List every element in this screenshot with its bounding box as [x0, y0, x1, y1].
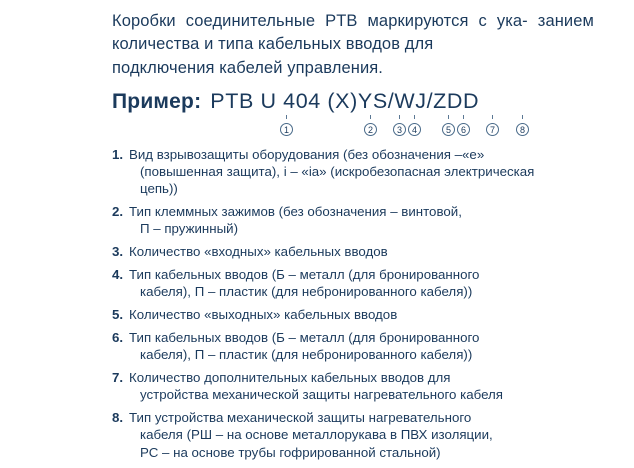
intro-paragraph: [112, 10, 594, 80]
list-item-line-1: Количество «выходных» кабельных вводов: [129, 307, 398, 323]
list-item-line-1: Тип устройства механической защиты нагревательного: [129, 410, 472, 426]
list-item: [112, 146, 594, 197]
list-item-line-2: П – пружинный): [140, 221, 239, 237]
marker-tick: [522, 115, 523, 119]
marker-circle-label: 4: [408, 123, 421, 136]
list-item-number: 4.: [112, 267, 124, 283]
marker-8: [516, 115, 529, 138]
list-item-number: 7.: [112, 370, 124, 386]
list-item-text: [128, 266, 594, 300]
list-item-text: [128, 203, 594, 237]
legend-list: [112, 146, 594, 460]
list-item: [112, 306, 594, 323]
list-item-text: [128, 369, 594, 403]
intro-line-2: занием количества и типа кабельных вводов для: [112, 12, 594, 54]
marker-5: [442, 115, 455, 138]
intro-line-1: Коробки соединительные PTB маркируются с ука-: [112, 12, 528, 30]
example-label: Пример:: [112, 90, 202, 114]
marker-3: [393, 115, 406, 138]
list-item-number: 8.: [112, 410, 124, 426]
list-item: [112, 409, 594, 460]
list-item-line-1: Вид взрывозащиты оборудования (без обозначения –«е»: [129, 147, 485, 163]
marker-circle-label: 1: [280, 123, 293, 136]
marker-circle-label: 5: [442, 123, 455, 136]
list-item-text: [128, 306, 594, 323]
list-item-line-1: Количество дополнительных кабельных вводов для: [129, 370, 451, 386]
marker-circle-label: 6: [457, 123, 470, 136]
marker-1: [280, 115, 293, 138]
list-item-line-2: кабеля), П – пластик (для небронированного кабеля)): [140, 347, 473, 363]
marker-7: [486, 115, 499, 138]
list-item-line-1: Тип клеммных зажимов (без обозначения – винтовой,: [129, 204, 462, 220]
list-item-line-1: Тип кабельных вводов (Б – металл (для бронированного: [129, 330, 480, 346]
marker-circle-label: 2: [364, 123, 377, 136]
intro-line-3: подключения кабелей управления.: [112, 58, 383, 77]
list-item-line-2: кабеля (РШ – на основе металлорукава в ПВХ изоляции,: [140, 427, 493, 443]
marker-tick: [492, 115, 493, 119]
list-item-line-2: кабеля), П – пластик (для небронированного кабеля)): [140, 284, 473, 300]
marker-row: [112, 115, 594, 137]
list-item-line-1: Тип кабельных вводов (Б – металл (для бронированного: [129, 267, 480, 283]
list-item: [112, 266, 594, 300]
list-item-line-3: цепь)): [140, 181, 178, 197]
marker-6: [457, 115, 470, 138]
marker-circle-label: 7: [486, 123, 499, 136]
list-item: [112, 243, 594, 260]
list-item-line-3: РС – на основе трубы гофрированной стальной): [140, 444, 441, 460]
marker-2: [364, 115, 377, 138]
example-row: [112, 89, 594, 114]
list-item: [112, 329, 594, 363]
list-item-text: [128, 409, 594, 460]
list-item: [112, 203, 594, 237]
list-item-number: 6.: [112, 330, 124, 346]
list-item-text: [128, 243, 594, 260]
list-item-text: [128, 329, 594, 363]
marker-tick: [463, 115, 464, 119]
list-item-number: 2.: [112, 204, 124, 220]
list-item-number: 5.: [112, 307, 124, 323]
marker-tick: [399, 115, 400, 119]
marker-4: [408, 115, 421, 138]
marker-circle-label: 8: [516, 123, 529, 136]
list-item-number: 1.: [112, 147, 124, 163]
marker-tick: [370, 115, 371, 119]
list-item-line-2: устройства механической защиты нагревательного кабеля: [140, 387, 504, 403]
list-item: [112, 369, 594, 403]
marker-tick: [414, 115, 415, 119]
list-item-number: 3.: [112, 244, 124, 260]
marker-circle-label: 3: [393, 123, 406, 136]
marker-tick: [448, 115, 449, 119]
list-item-line-1: Количество «входных» кабельных вводов: [129, 244, 388, 260]
example-code: PTB U 404 (X)YS/WJ/ZDD: [210, 89, 480, 114]
marker-tick: [286, 115, 287, 119]
list-item-line-2: (повышенная защита), i – «ia» (искробезопасная электрическая: [140, 164, 535, 180]
list-item-text: [128, 146, 594, 197]
